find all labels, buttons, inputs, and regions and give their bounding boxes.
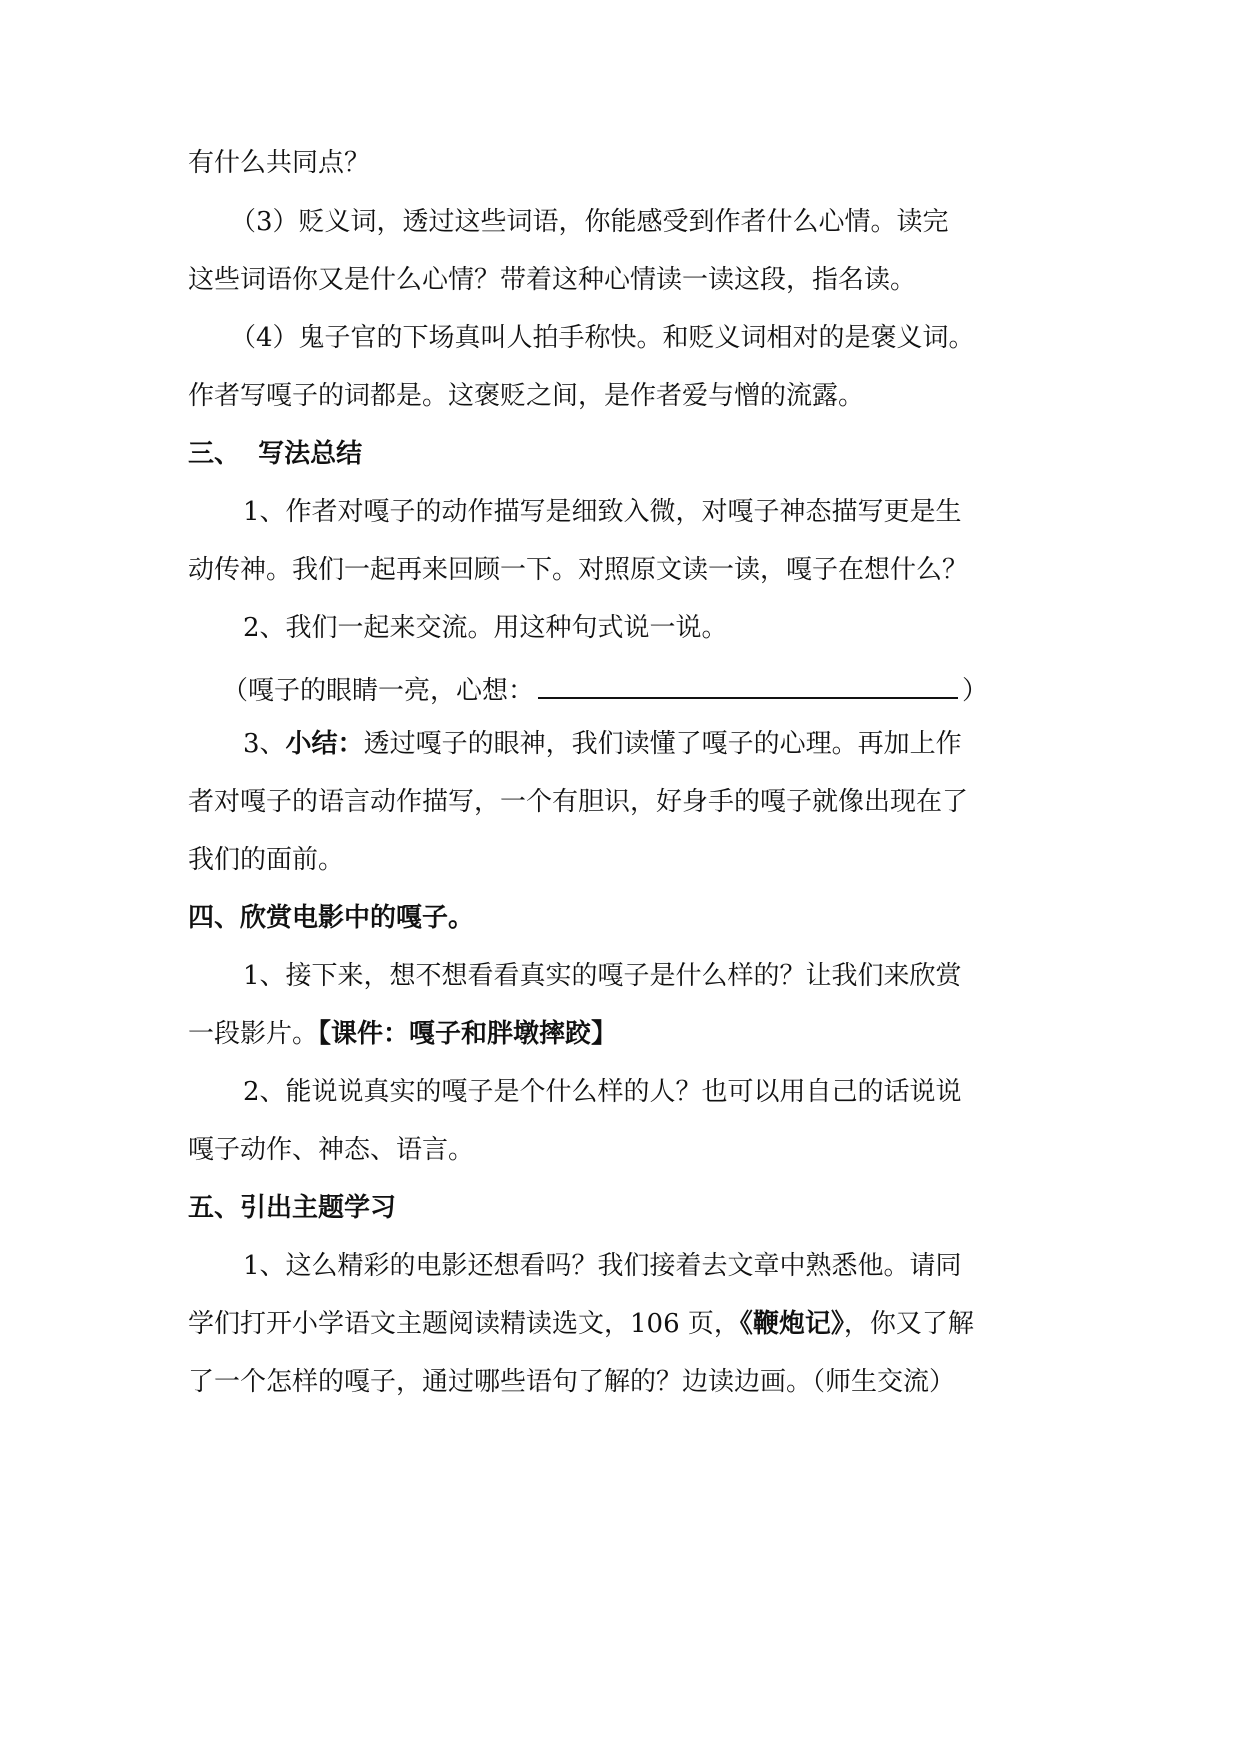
- section-heading: 四、欣赏电影中的嘎子。: [188, 903, 475, 933]
- paragraph-line: （4）鬼子官的下场真叫人拍手称快。和贬义词相对的是褒义词。: [230, 323, 975, 353]
- paragraph-line: 1、作者对嘎子的动作描写是细致入微，对嘎子神态描写更是生: [243, 497, 962, 527]
- paragraph-line: 作者写嘎子的词都是。这褒贬之间，是作者爱与憎的流露。: [188, 381, 865, 411]
- paragraph-line: 动传神。我们一起再来回顾一下。对照原文读一读，嘎子在想什么？: [188, 555, 969, 585]
- fill-in-blank: [538, 669, 958, 699]
- paragraph-text: 学们打开小学语文主题阅读精读选文，106 页，: [188, 1309, 740, 1339]
- fill-in-sentence: [222, 669, 1092, 708]
- paragraph-line: 嘎子动作、神态、语言。: [188, 1135, 475, 1165]
- section-heading: 三、 写法总结: [188, 439, 363, 469]
- paragraph-line: [188, 1017, 1058, 1051]
- section-heading: 五、引出主题学习: [188, 1193, 397, 1223]
- book-title: 《鞭炮记》: [739, 1309, 844, 1339]
- paragraph-line: 2、能说说真实的嘎子是个什么样的人？也可以用自己的话说说: [243, 1077, 962, 1107]
- paragraph-line: 2、我们一起来交流。用这种句式说一说。: [243, 613, 728, 643]
- fill-in-suffix: ）: [962, 676, 989, 706]
- paragraph-line: 我们的面前。: [188, 845, 345, 875]
- paragraph-line: （3）贬义词，透过这些词语，你能感受到作者什么心情。读完: [230, 207, 949, 237]
- paragraph-line: [188, 1307, 1058, 1341]
- paragraph-line: 这些词语你又是什么心情？带着这种心情读一读这段，指名读。: [188, 265, 917, 295]
- summary-text: 透过嘎子的眼神，我们读懂了嘎子的心理。再加上作: [363, 729, 962, 759]
- paragraph-line: 1、这么精彩的电影还想看吗？我们接着去文章中熟悉他。请同: [243, 1251, 962, 1281]
- paragraph-text: 一段影片。: [188, 1019, 319, 1049]
- item-number: 3、: [243, 729, 286, 759]
- fill-in-prefix: （嘎子的眼睛一亮，心想：: [222, 676, 535, 706]
- paragraph-line: 有什么共同点？: [188, 148, 371, 178]
- paragraph-line: 者对嘎子的语言动作描写，一个有胆识，好身手的嘎子就像出现在了: [188, 787, 969, 817]
- paragraph-line: 1、接下来，想不想看看真实的嘎子是什么样的？让我们来欣赏: [243, 961, 962, 991]
- paragraph-line: 了一个怎样的嘎子，通过哪些语句了解的？边读边画。（师生交流）: [188, 1367, 956, 1397]
- paragraph-line: [243, 727, 1113, 761]
- summary-label: 小结：: [285, 729, 364, 759]
- paragraph-text: ，你又了解: [843, 1309, 974, 1339]
- courseware-note: 【课件：嘎子和胖墩摔跤】: [318, 1019, 618, 1049]
